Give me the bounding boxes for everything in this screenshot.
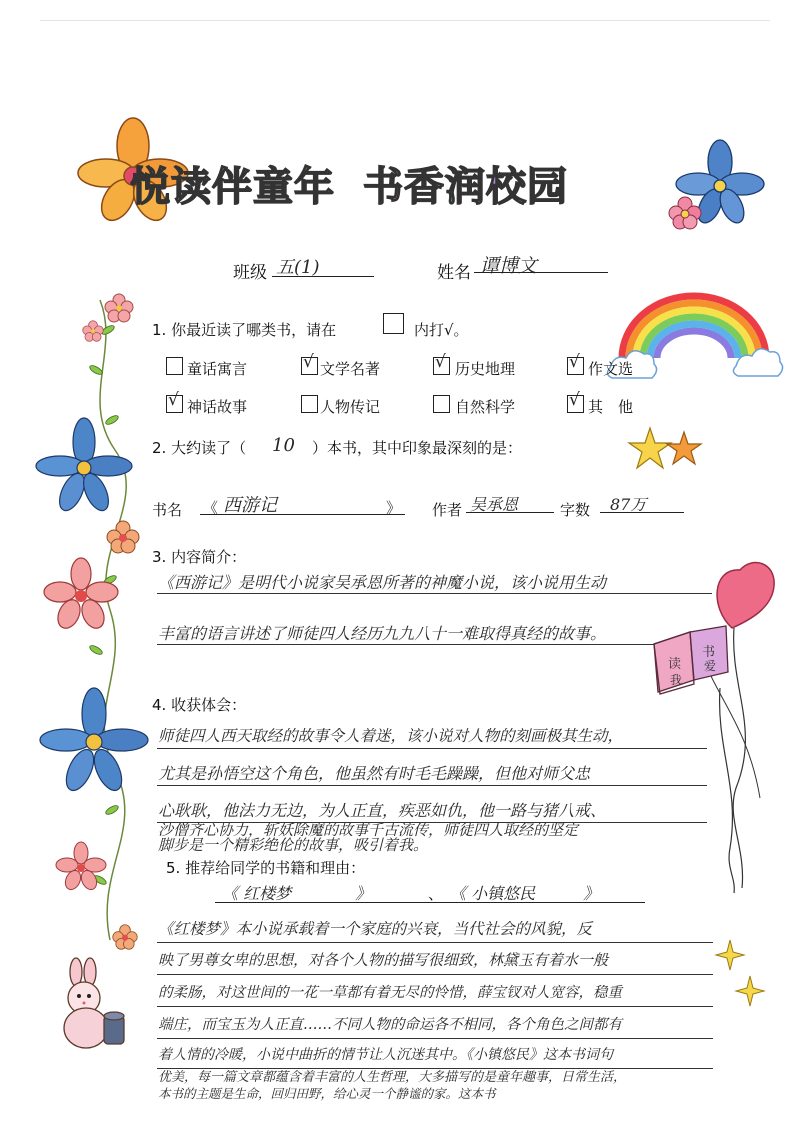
q5-prompt: 5. 推荐给同学的书籍和理由： <box>166 859 366 877</box>
rainbow-icon <box>608 268 784 388</box>
flower-icon <box>112 924 138 950</box>
q5-line-3: 的柔肠，对这世间的一花一草都有着无尽的怜惜，薛宝钗对人宽容，稳重 <box>158 985 622 1001</box>
class-underline <box>272 276 374 277</box>
title-char: 书 <box>363 164 404 210</box>
book-open-mark: 《 <box>203 499 219 517</box>
author-underline <box>466 512 554 513</box>
author-label: 作者 <box>432 501 463 519</box>
book-icon <box>648 624 732 700</box>
q2-prompt: 2. 大约读了（ <box>152 439 247 457</box>
star-icon <box>628 426 704 476</box>
title-char: 读 <box>171 164 212 210</box>
title-char: 香 <box>404 164 445 210</box>
title-char: 校 <box>486 164 527 210</box>
q4-line-5: 脚步是一个精彩绝伦的故事，吸引着我。 <box>158 836 429 854</box>
q1-prompt-suffix: 内打√。 <box>414 321 469 339</box>
q1-prompt: 1. 你最近读了哪类书，请在 <box>152 321 337 339</box>
q5-rule-1 <box>157 942 713 943</box>
q1-option-label: 作文选 <box>588 360 634 378</box>
title-char: 润 <box>445 164 486 210</box>
title-char: 悦 <box>130 164 171 210</box>
book-sticker-char-3: 我 <box>670 673 683 687</box>
q4-line-2: 尤其是孙悟空这个角色，他虽然有时毛毛躁躁，但他对师父忠 <box>158 764 591 783</box>
q4-rule-1 <box>157 748 707 749</box>
q1-option-checkbox[interactable] <box>166 357 183 375</box>
flower-icon <box>668 196 702 230</box>
q1-option-label: 神话故事 <box>187 398 248 416</box>
q5-line-2: 映了男尊女卑的思想，对各个人物的描写很细致，林黛玉有着水一般 <box>158 951 609 969</box>
q5-line-4: 端庄，而宝玉为人正直……不同人物的命运各不相同，各个角色之间都有 <box>158 1017 622 1033</box>
rabbit-icon <box>54 958 134 1054</box>
words-value: 87万 <box>610 495 647 514</box>
q1-option-checkbox[interactable] <box>301 395 318 413</box>
book-sticker-char-2: 书 <box>702 645 716 660</box>
class-value: 五(1) <box>276 257 320 278</box>
check-mark-icon: √ <box>303 352 314 372</box>
q4-prompt: 4. 收获体会： <box>152 696 247 714</box>
q1-option-label: 文学名著 <box>320 360 381 378</box>
q1-example-checkbox <box>383 313 404 334</box>
q1-option-checkbox[interactable] <box>433 395 450 413</box>
check-mark-icon: √ <box>569 352 580 372</box>
book-underline <box>200 514 405 515</box>
book-close-mark: 》 <box>386 499 402 517</box>
words-underline <box>600 512 684 513</box>
q2-prompt-suffix: ）本书，其中印象最深刻的是： <box>312 439 523 457</box>
q3-rule-2 <box>157 644 712 645</box>
class-label: 班级 <box>233 263 267 283</box>
q1-option-label: 历史地理 <box>455 360 516 378</box>
q5-rule-3 <box>157 1006 713 1007</box>
check-mark-icon: √ <box>435 352 446 372</box>
flower-icon <box>82 320 104 342</box>
q2-count: 10 <box>272 435 295 456</box>
check-mark-icon: √ <box>168 390 179 410</box>
author-value: 吴承恩 <box>470 495 519 514</box>
recommend-book-1: 《 红楼梦 》 <box>222 884 372 903</box>
flower-icon <box>46 688 142 798</box>
check-mark-icon: √ <box>569 390 580 410</box>
book-sticker-char-1: 读 <box>668 657 682 672</box>
title-char: 童 <box>253 164 294 210</box>
title-char: 伴 <box>212 164 253 210</box>
title-char: 园 <box>527 164 568 210</box>
q5-line-6: 优美，每一篇文章都蕴含着丰富的人生哲理，大多描写的是童年趣事，日常生活， <box>158 1070 627 1085</box>
flower-icon <box>44 558 118 632</box>
words-label: 字数 <box>560 501 591 519</box>
title-char: 年 <box>294 164 335 210</box>
q4-line-4: 沙僧齐心协力，斩妖除魔的故事千古流传，师徒四人取经的坚定 <box>158 821 579 839</box>
q3-rule-1 <box>157 593 712 594</box>
q4-line-3: 心耿耿，他法力无边，为人正直，疾恶如仇，他一路与猪八戒、 <box>158 801 607 820</box>
name-value: 谭博文 <box>480 255 538 277</box>
book-label: 书名 <box>152 501 183 519</box>
book-value: 西游记 <box>223 495 277 516</box>
recommend-book-2: 《 小镇悠民 》 <box>450 884 600 903</box>
q5-line-7: 本书的主题是生命，回归田野，给心灵一个静谧的家。这本书 <box>158 1086 496 1101</box>
q5-rule-2 <box>157 974 713 975</box>
q5-line-1: 《红楼梦》本小说承载着一个家庭的兴衰，当代社会的风貌，反 <box>158 920 593 938</box>
sparkle-icon <box>716 938 766 1008</box>
book-sticker-char-4: 爱 <box>704 659 717 673</box>
recommend-separator: 、 <box>428 885 444 903</box>
q4-line-1: 师徒四人西天取经的故事令人着迷，该小说对人物的刻画极其生动， <box>158 727 624 745</box>
heart-balloon-icon <box>650 548 782 898</box>
q3-line-1: 《西游记》是明代小说家吴承恩所著的神魔小说，该小说用生动 <box>158 573 607 592</box>
name-label: 姓名 <box>437 263 471 283</box>
q1-option-label: 其 他 <box>588 398 634 416</box>
q5-rule-4 <box>157 1038 713 1039</box>
q3-line-2: 丰富的语言讲述了师徒四人经历九九八十一难取得真经的故事。 <box>158 624 607 643</box>
flower-icon <box>104 293 134 323</box>
name-underline <box>474 272 608 273</box>
flower-icon <box>56 842 106 892</box>
flower-icon <box>42 418 126 518</box>
q1-option-label: 自然科学 <box>455 398 516 416</box>
q1-option-label: 人物传记 <box>320 398 381 416</box>
flower-icon <box>106 520 140 554</box>
page-title <box>130 152 568 212</box>
q5-line-5: 着人情的冷暖，小说中曲折的情节让人沉迷其中。《小镇悠民》这本书词句 <box>158 1047 613 1063</box>
title-char <box>335 155 363 212</box>
q3-prompt: 3. 内容简介： <box>152 548 247 566</box>
recommend-underline <box>215 902 645 903</box>
page-top-rule <box>40 20 770 21</box>
q4-rule-2 <box>157 785 707 786</box>
q1-option-label: 童话寓言 <box>187 360 248 378</box>
